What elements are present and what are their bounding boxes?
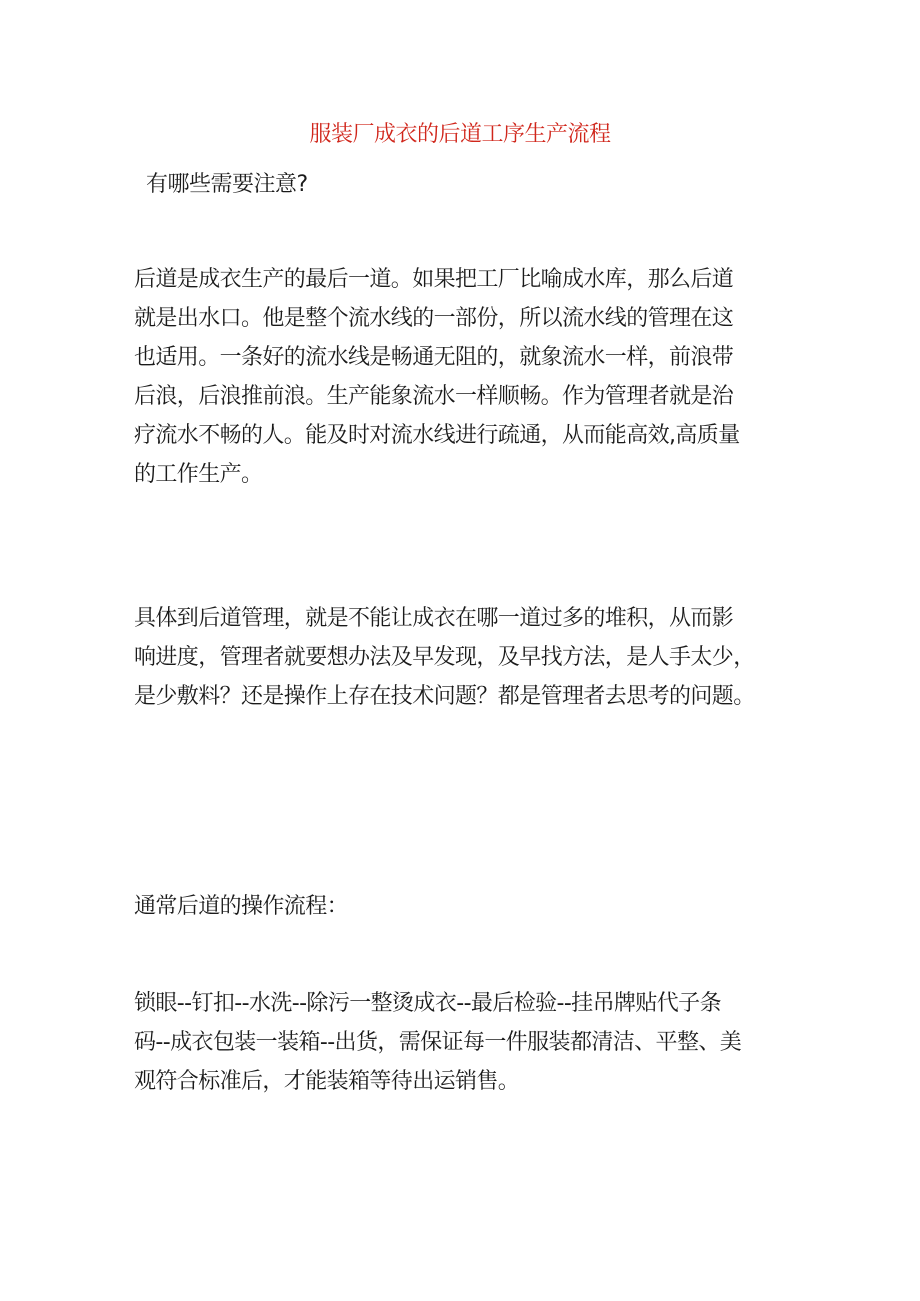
document-subtitle: 有哪些需要注意? [146, 172, 308, 197]
paragraph-line: 的工作生产。 [134, 462, 263, 487]
paragraph-process-steps [134, 984, 814, 1101]
paragraph-intro [134, 260, 814, 494]
paragraph-line: 响进度，管理者就要想办法及早发现，及早找方法，是人手太少， [134, 645, 755, 670]
paragraph-line: 后道是成衣生产的最后一道。如果把工厂比喻成水库，那么后道 [134, 267, 734, 292]
paragraph-line: 观符合标准后，才能装箱等待出运销售。 [134, 1069, 520, 1094]
paragraph-process-heading [134, 887, 814, 926]
paragraph-line: 后浪，后浪推前浪。生产能象流水一样顺畅。作为管理者就是治 [134, 384, 734, 409]
paragraph-line: 通常后道的操作流程： [134, 894, 349, 919]
paragraph-line: 码--成衣包装一装箱--出货，需保证每一件服装都清洁、平整、美 [134, 1030, 742, 1055]
document-title: 服装厂成衣的后道工序生产流程 [309, 122, 611, 147]
paragraph-line: 是少敷料？还是操作上存在技术问题？都是管理者去思考的问题。 [134, 684, 755, 709]
paragraph-management [134, 599, 814, 716]
paragraph-line: 疗流水不畅的人。能及时对流水线进行疏通，从而能高效,高质量 [134, 423, 740, 448]
paragraph-line: 具体到后道管理，就是不能让成衣在哪一道过多的堆积，从而影 [134, 606, 734, 631]
paragraph-line: 也适用。一条好的流水线是畅通无阻的，就象流水一样，前浪带 [134, 345, 734, 370]
paragraph-line: 就是出水口。他是整个流水线的一部份，所以流水线的管理在这 [134, 306, 734, 331]
paragraph-line: 锁眼--钉扣--水洗--除污一整烫成衣--最后检验--挂吊牌贴代子条 [134, 991, 721, 1016]
